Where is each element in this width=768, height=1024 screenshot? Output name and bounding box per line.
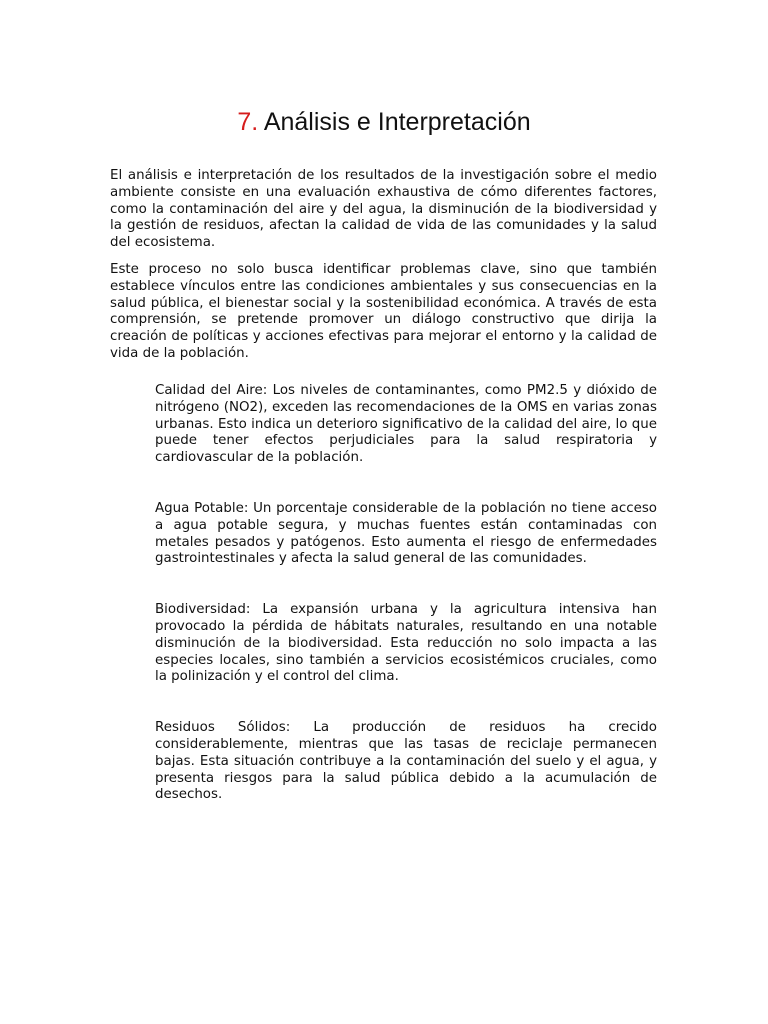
finding-air-quality: Calidad del Aire: Los niveles de contaminantes, como PM2.5 y dióxido de nitrógeno (NO2), exceden las recomendaciones de la OMS en varias zonas urbanas. Esto indica un deterioro significativo de la calidad del aire, lo que puede tener efectos perjudiciales para la salud respiratoria y cardiovascular de la población. (155, 383, 657, 466)
finding-biodiversity: Biodiversidad: La expansión urbana y la agricultura intensiva han provocado la pérdida de hábitats naturales, resultando en una notable disminución de la biodiversidad. Esta reducción no solo impacta a las especies locales, sino también a servicios ecosistémicos cruciales, como la polinización y el control del clima. (155, 602, 657, 685)
finding-solid-waste: Residuos Sólidos: La producción de residuos ha crecido considerablemente, mientras que las tasas de reciclaje permanecen bajas. Esta situación contribuye a la contaminación del suelo y el agua, y presenta riesgos para la salud pública debido a la acumulación de desechos. (155, 720, 657, 803)
intro-section (110, 168, 657, 363)
section-title: Análisis e Interpretación (263, 108, 531, 136)
section-heading (0, 106, 768, 138)
finding-drinking-water: Agua Potable: Un porcentaje considerable de la población no tiene acceso a agua potable segura, y muchas fuentes están contaminadas con metales pesados y patógenos. Esto aumenta el riesgo de enfermedades gastrointestinales y afecta la salud general de las comunidades. (155, 500, 657, 567)
section-number: 7. (237, 108, 259, 136)
intro-paragraph: El análisis e interpretación de los resultados de la investigación sobre el medio ambiente consiste en una evaluación exhaustiva de cómo diferentes factores, como la contaminación del aire y del agua, la disminución de la biodiversidad y la gestión de residuos, afectan la calidad de vida de las comunidades y la salud del ecosistema. (110, 168, 657, 251)
intro-paragraph: Este proceso no solo busca identificar problemas clave, sino que también establece vínculos entre las condiciones ambientales y sus consecuencias en la salud pública, el bienestar social y la sostenibilidad económica. A través de esta comprensión, se pretende promover un diálogo constructivo que dirija la creación de políticas y acciones efectivas para mejorar el entorno y la calidad de vida de la población. (110, 261, 657, 361)
findings-list (155, 383, 657, 838)
